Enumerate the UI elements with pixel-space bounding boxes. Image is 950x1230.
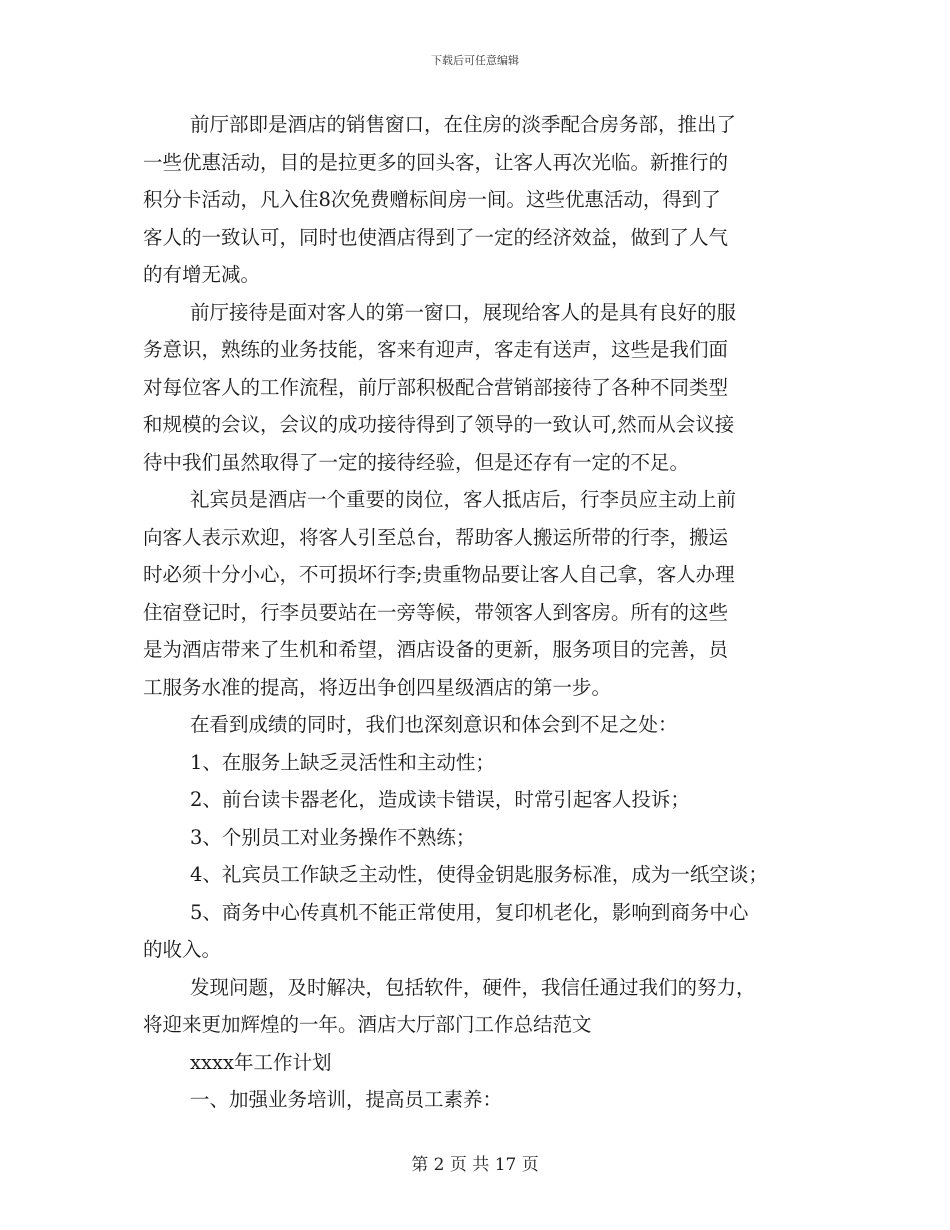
list-item: 5、商务中心传真机不能正常使用，复印机老化，影响到商务中心 xyxy=(190,900,749,924)
text-line: 待中我们虽然取得了一定的接待经验，但是还存有一定的不足。 xyxy=(143,450,690,474)
text-line: 将迎来更加辉煌的一年。酒店大厅部门工作总结范文 xyxy=(143,1013,592,1036)
list-item: 4、礼宾员工作缺乏主动性，使得金钥匙服务标准，成为一纸空谈； xyxy=(190,863,768,886)
text-line: 的收入。 xyxy=(143,938,222,961)
section-heading: 一、加强业务培训，提高员工素养： xyxy=(190,1088,503,1111)
text-line: 前厅接待是面对客人的第一窗口，展现给客人的是具有良好的服 xyxy=(190,300,737,324)
text-line: 礼宾员是酒店一个重要的岗位，客人抵店后，行李员应主动上前 xyxy=(190,488,737,511)
plan-heading: xxxx年工作计划 xyxy=(190,1050,332,1074)
list-item: 1、在服务上缺乏灵活性和主动性； xyxy=(190,750,495,774)
document-body xyxy=(143,106,823,1119)
text-line: 是为酒店带来了生机和希望，酒店设备的更新，服务项目的完善，员 xyxy=(143,638,729,661)
text-line: 对每位客人的工作流程，前厅部积极配合营销部接待了各种不同类型 xyxy=(143,375,729,399)
text-line: 积分卡活动，凡入住8次免费赠标间房一间。这些优惠活动，得到了 xyxy=(143,188,721,211)
list-item: 3、个别员工对业务操作不熟练； xyxy=(190,825,476,849)
list-item: 2、前台读卡器老化，造成读卡错误，时常引起客人投诉； xyxy=(190,788,690,811)
text-line: 工服务水准的提高，将迈出争创四星级酒店的第一步。 xyxy=(143,675,612,699)
text-line: 时必须十分小心，不可损坏行李;贵重物品要让客人自己拿，客人办理 xyxy=(143,563,735,586)
page-footer: 第 2 页 共 17 页 xyxy=(411,1155,539,1175)
page-header: 下载后可任意编辑 xyxy=(431,54,519,67)
text-line: 和规模的会议，会议的成功接待得到了领导的一致认可,然而从会议接 xyxy=(143,413,735,436)
text-line: 务意识，熟练的业务技能，客来有迎声，客走有送声，这些是我们面 xyxy=(143,338,729,361)
text-line: 一些优惠活动，目的是拉更多的回头客，让客人再次光临。新推行的 xyxy=(143,150,729,174)
text-line: 前厅部即是酒店的销售窗口，在住房的淡季配合房务部，推出了 xyxy=(190,113,737,136)
text-line: 在看到成绩的同时，我们也深刻意识和体会到不足之处： xyxy=(190,713,678,736)
text-line: 向客人表示欢迎，将客人引至总台，帮助客人搬运所带的行李，搬运 xyxy=(143,525,729,549)
text-line: 住宿登记时，行李员要站在一旁等候，带领客人到客房。所有的这些 xyxy=(143,600,729,624)
text-line: 客人的一致认可，同时也使酒店得到了一定的经济效益，做到了人气 xyxy=(143,225,729,249)
text-line: 发现问题，及时解决，包括软件，硬件，我信任通过我们的努力， xyxy=(190,975,756,999)
text-line: 的有增无减。 xyxy=(143,263,261,286)
